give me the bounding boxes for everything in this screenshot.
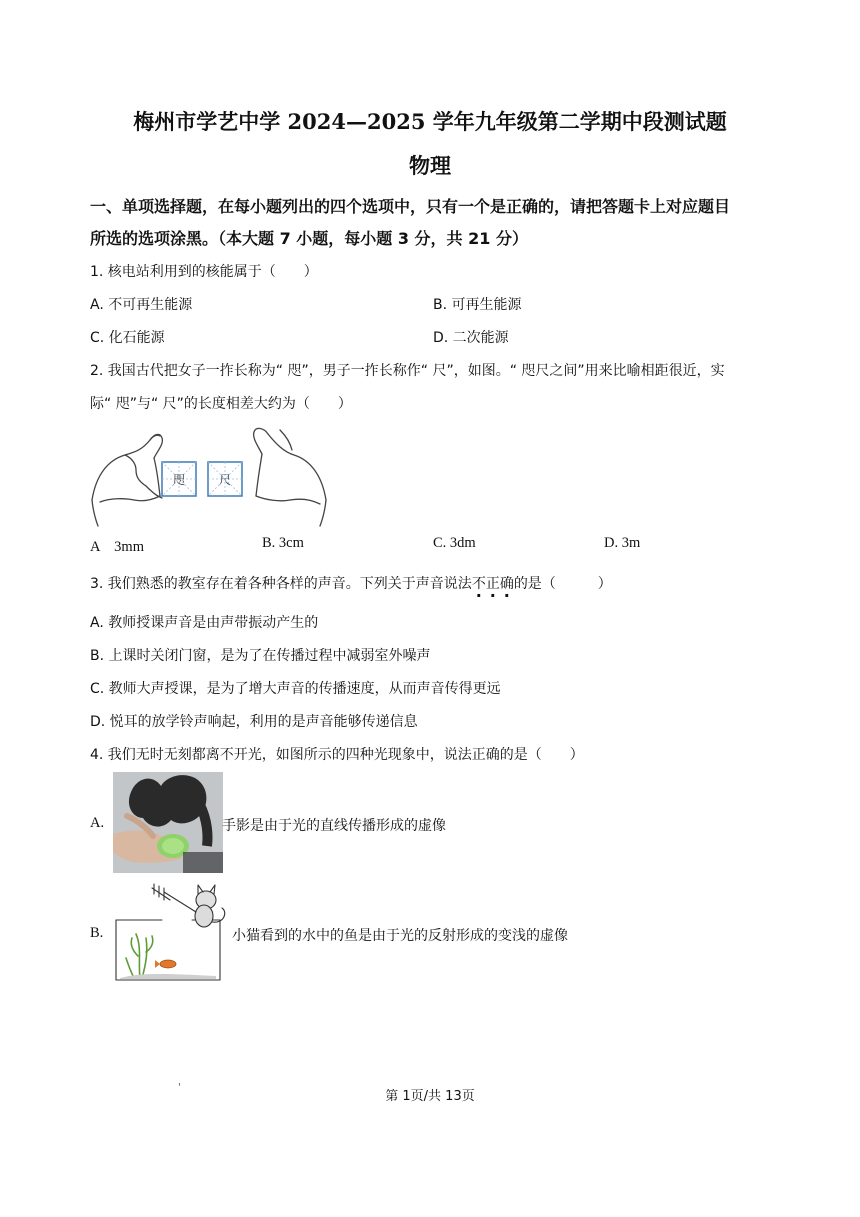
q3-emph-2: 正 — [485, 576, 500, 592]
q1-stem: 1. 核电站利用到的核能属于（ ） — [90, 264, 318, 280]
chi-char: 尺 — [218, 473, 232, 487]
cat-fish-tank-figure — [112, 882, 230, 982]
q3-emph-3: 确 — [499, 576, 514, 592]
q3-option-a: A. 教师授课声音是由声带振动产生的 — [90, 615, 319, 631]
q4-stem: 4. 我们无时无刻都离不开光，如图所示的四种光现象中，说法正确的是（ ） — [90, 747, 584, 763]
q3-option-d: D. 悦耳的放学铃声响起，利用的是声音能够传递信息 — [90, 714, 418, 730]
q2-option-a: A 3mm — [90, 539, 144, 555]
hand-shadow-photo — [113, 772, 223, 873]
q3-stem-after: 的是（ ） — [513, 576, 612, 592]
q1-option-d: D. 二次能源 — [433, 330, 509, 346]
q1-option-a: A. 不可再生能源 — [90, 297, 193, 313]
subject-title: 物理 — [409, 153, 451, 178]
q1-option-c: C. 化石能源 — [90, 330, 165, 346]
q3-stem — [90, 573, 612, 593]
page-number: 第 1页/共 13页 — [385, 1089, 475, 1104]
q2-option-c: C. 3dm — [433, 535, 476, 551]
q4-option-a-label: A. — [90, 815, 105, 831]
q2-option-b: B. 3cm — [262, 535, 304, 551]
q1-option-b: B. 可再生能源 — [433, 297, 522, 313]
q2-stem-line1: 2. 我国古代把女子一拃长称为“ 咫”，男子一拃长称作“ 尺”，如图。“ 咫尺之间”用来比喻相距很近，实 — [90, 363, 725, 379]
zhi-char: 咫 — [172, 473, 186, 487]
section-heading-line2: 所选的选项涂黑。（本大题 7 小题，每小题 3 分，共 21 分） — [90, 229, 528, 248]
q3-stem-before: 3. 我们熟悉的教室存在着各种各样的声音。下列关于声音说法 — [90, 576, 472, 592]
q3-emph-1: 不 — [471, 576, 486, 592]
q2-option-d: D. 3m — [604, 535, 641, 551]
hands-span-figure — [90, 420, 330, 530]
section-heading-line1: 一、单项选择题，在每小题列出的四个选项中，只有一个是正确的，请把答题卡上对应题目 — [90, 197, 731, 216]
exam-title: 梅州市学艺中学 2024—2025 学年九年级第二学期中段测试题 — [133, 109, 727, 134]
q3-option-c: C. 教师大声授课，是为了增大声音的传播速度，从而声音传得更远 — [90, 681, 501, 697]
q4-option-a-text: 手影是由于光的直线传播形成的虚像 — [222, 818, 446, 834]
q2-stem-line2: 际“ 咫”与“ 尺”的长度相差大约为（ ） — [90, 396, 352, 412]
q3-option-b: B. 上课时关闭门窗，是为了在传播过程中减弱室外噪声 — [90, 648, 431, 664]
q4-option-b-text: 小猫看到的水中的鱼是由于光的反射形成的变浅的虚像 — [232, 928, 568, 944]
q4-option-b-label: B. — [90, 925, 104, 941]
footer-mark: ' — [178, 1082, 181, 1093]
